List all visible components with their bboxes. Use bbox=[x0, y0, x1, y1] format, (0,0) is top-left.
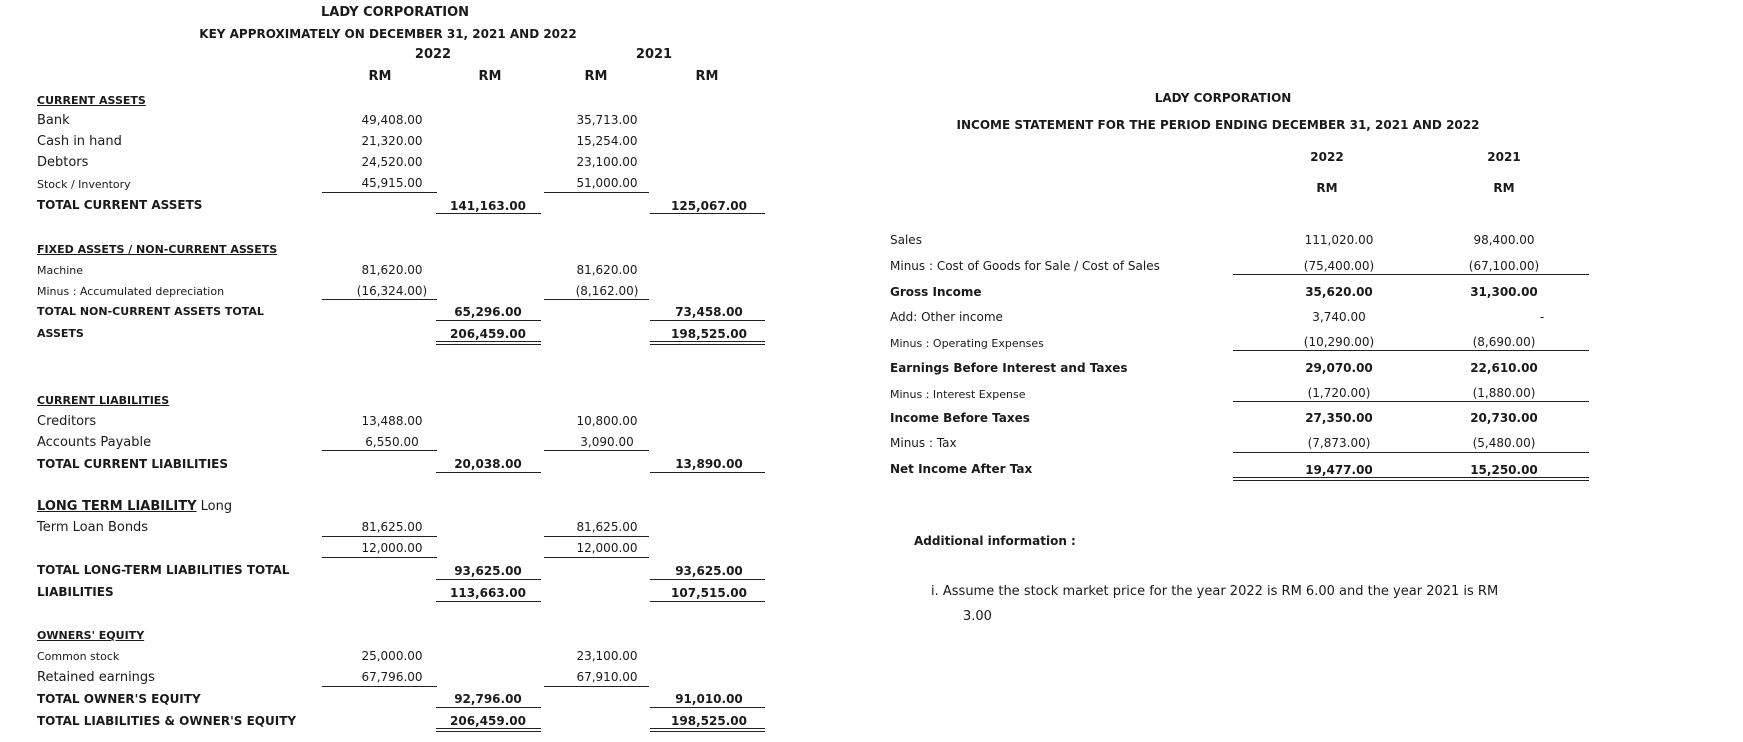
double-rule bbox=[1233, 477, 1589, 481]
row-label: Machine bbox=[37, 264, 84, 277]
is-row-2022: 27,350.00 bbox=[1305, 411, 1373, 425]
rule bbox=[436, 472, 541, 473]
bs-year-2021: 2021 bbox=[635, 47, 673, 62]
is-row-2022: (75,400.00) bbox=[1303, 259, 1375, 273]
rule bbox=[322, 192, 437, 193]
total-liabilities-2022: 113,663.00 bbox=[450, 586, 526, 600]
is-row-2021: (5,480.00) bbox=[1472, 436, 1536, 450]
row-value-2021: 67,910.00 bbox=[576, 670, 638, 684]
is-row-label: Sales bbox=[890, 233, 922, 247]
rule bbox=[544, 192, 649, 193]
rule bbox=[436, 579, 541, 580]
row-value-2022: (16,324.00) bbox=[356, 284, 428, 298]
rule bbox=[1233, 452, 1589, 453]
is-row-label: Add: Other income bbox=[890, 310, 1003, 324]
is-row-2021: 31,300.00 bbox=[1470, 285, 1538, 299]
is-row-label: Net Income After Tax bbox=[890, 462, 1033, 476]
is-year-2021: 2021 bbox=[1487, 150, 1521, 164]
rule bbox=[436, 707, 541, 708]
rule bbox=[436, 213, 541, 214]
row-value-2022: 67,796.00 bbox=[361, 670, 423, 684]
rule bbox=[650, 320, 765, 321]
total-non-current-label: TOTAL NON-CURRENT ASSETS TOTAL bbox=[37, 305, 264, 318]
long-term-heading-suffix: Long bbox=[196, 499, 233, 514]
row-value-2021: 81,625.00 bbox=[576, 520, 638, 534]
additional-info-heading: Additional information : bbox=[914, 534, 1076, 548]
rule bbox=[650, 707, 765, 708]
is-row-2021: 15,250.00 bbox=[1470, 463, 1538, 477]
long-term-heading-line bbox=[37, 500, 232, 513]
additional-info-line-1: i. Assume the stock market price for the year 2022 is RM 6.00 and the year 2021 is RM bbox=[931, 584, 1499, 599]
rule bbox=[1233, 401, 1589, 402]
row-value-2022: 6,550.00 bbox=[365, 435, 419, 449]
rule bbox=[436, 320, 541, 321]
total-owners-equity-2021: 91,010.00 bbox=[675, 692, 743, 706]
row-value-2021: 23,100.00 bbox=[576, 155, 638, 169]
rule bbox=[544, 536, 649, 537]
is-row-2021: 22,610.00 bbox=[1470, 361, 1538, 375]
is-year-2022: 2022 bbox=[1310, 150, 1344, 164]
total-liabilities-2021: 107,515.00 bbox=[671, 586, 747, 600]
row-label: Minus : Accumulated depreciation bbox=[37, 285, 225, 298]
is-row-label: Earnings Before Interest and Taxes bbox=[890, 361, 1128, 375]
row-value-2021: 81,620.00 bbox=[576, 263, 638, 277]
bs-currency-3: RM bbox=[584, 69, 608, 84]
grand-total-label: TOTAL LIABILITIES & OWNER'S EQUITY bbox=[37, 714, 297, 728]
rule bbox=[322, 557, 437, 558]
is-row-2021: 98,400.00 bbox=[1473, 233, 1535, 247]
row-value-2021: 23,100.00 bbox=[576, 649, 638, 663]
bs-currency-1: RM bbox=[368, 69, 392, 84]
row-value-2021: (8,162.00) bbox=[575, 284, 639, 298]
total-assets-2021: 198,525.00 bbox=[671, 327, 747, 341]
long-term-heading: LONG TERM LIABILITY bbox=[37, 499, 197, 514]
rule bbox=[322, 299, 437, 300]
assets-label: ASSETS bbox=[37, 327, 84, 340]
row-label: Common stock bbox=[37, 650, 120, 663]
total-current-liabilities-label: TOTAL CURRENT LIABILITIES bbox=[37, 457, 228, 471]
row-value-2021: 12,000.00 bbox=[576, 541, 638, 555]
rule bbox=[322, 536, 437, 537]
rule bbox=[650, 601, 765, 602]
rule bbox=[544, 450, 649, 451]
is-row-2022: 29,070.00 bbox=[1305, 361, 1373, 375]
owners-equity-heading: OWNERS' EQUITY bbox=[37, 629, 145, 642]
is-row-2021: (67,100.00) bbox=[1468, 259, 1540, 273]
is-title: INCOME STATEMENT FOR THE PERIOD ENDING DECEMBER 31, 2021 AND 2022 bbox=[956, 118, 1480, 132]
rule bbox=[544, 686, 649, 687]
row-label: Stock / Inventory bbox=[37, 178, 131, 191]
row-value-2022: 21,320.00 bbox=[361, 134, 423, 148]
total-current-assets-2022: 141,163.00 bbox=[450, 199, 526, 213]
total-assets-2022: 206,459.00 bbox=[450, 327, 526, 341]
total-current-assets-2021: 125,067.00 bbox=[671, 199, 747, 213]
total-owners-equity-label: TOTAL OWNER'S EQUITY bbox=[37, 692, 201, 706]
additional-info-line-2: 3.00 bbox=[963, 609, 992, 624]
total-non-current-2021: 73,458.00 bbox=[675, 305, 743, 319]
rule bbox=[436, 601, 541, 602]
row-value-2022: 12,000.00 bbox=[361, 541, 423, 555]
total-long-term-label: TOTAL LONG-TERM LIABILITIES TOTAL bbox=[37, 563, 290, 577]
row-value-2022: 13,488.00 bbox=[361, 414, 423, 428]
row-label: Retained earnings bbox=[37, 670, 155, 685]
grand-total-2021: 198,525.00 bbox=[671, 714, 747, 728]
is-row-2022: 111,020.00 bbox=[1304, 233, 1374, 247]
row-value-2021: 15,254.00 bbox=[576, 134, 638, 148]
rule bbox=[1233, 350, 1589, 351]
is-row-2021: - bbox=[1539, 310, 1545, 324]
grand-total-2022: 206,459.00 bbox=[450, 714, 526, 728]
is-row-label: Minus : Cost of Goods for Sale / Cost of Sales bbox=[890, 259, 1160, 273]
total-current-liabilities-2021: 13,890.00 bbox=[675, 457, 743, 471]
double-rule bbox=[650, 728, 765, 732]
bs-subtitle: KEY APPROXIMATELY ON DECEMBER 31, 2021 AND 2022 bbox=[199, 27, 577, 41]
row-label: Debtors bbox=[37, 155, 89, 170]
current-liabilities-heading: CURRENT LIABILITIES bbox=[37, 394, 170, 407]
row-value-2022: 45,915.00 bbox=[361, 176, 423, 190]
row-value-2021: 51,000.00 bbox=[576, 176, 638, 190]
bs-currency-2: RM bbox=[478, 69, 502, 84]
is-row-2022: (10,290.00) bbox=[1303, 335, 1375, 349]
row-value-2021: 35,713.00 bbox=[576, 113, 638, 127]
is-row-label: Minus : Tax bbox=[890, 436, 957, 450]
row-label: Cash in hand bbox=[37, 134, 122, 149]
total-long-term-2022: 93,625.00 bbox=[454, 564, 522, 578]
double-rule bbox=[650, 341, 765, 345]
is-row-label: Gross Income bbox=[890, 285, 982, 299]
is-row-2021: (8,690.00) bbox=[1472, 335, 1536, 349]
is-row-2022: 19,477.00 bbox=[1305, 463, 1373, 477]
is-row-2021: 20,730.00 bbox=[1470, 411, 1538, 425]
rule bbox=[322, 450, 437, 451]
row-value-2022: 81,625.00 bbox=[361, 520, 423, 534]
total-owners-equity-2022: 92,796.00 bbox=[454, 692, 522, 706]
total-current-assets-label: TOTAL CURRENT ASSETS bbox=[37, 198, 203, 212]
fixed-assets-heading: FIXED ASSETS / NON-CURRENT ASSETS bbox=[37, 243, 278, 256]
row-value-2022: 81,620.00 bbox=[361, 263, 423, 277]
row-label: Accounts Payable bbox=[37, 435, 152, 450]
is-row-label: Minus : Operating Expenses bbox=[890, 337, 1044, 350]
total-non-current-2022: 65,296.00 bbox=[454, 305, 522, 319]
is-company: LADY CORPORATION bbox=[1154, 91, 1292, 105]
row-value-2022: 49,408.00 bbox=[361, 113, 423, 127]
row-label: Term Loan Bonds bbox=[37, 520, 149, 535]
is-row-2022: (7,873.00) bbox=[1307, 436, 1371, 450]
liabilities-label: LIABILITIES bbox=[37, 585, 114, 599]
is-row-label: Minus : Interest Expense bbox=[890, 388, 1026, 401]
rule bbox=[544, 557, 649, 558]
rule bbox=[544, 299, 649, 300]
row-value-2021: 3,090.00 bbox=[580, 435, 634, 449]
rule bbox=[650, 472, 765, 473]
is-row-2021: (1,880.00) bbox=[1472, 386, 1536, 400]
is-row-label: Income Before Taxes bbox=[890, 411, 1030, 425]
rule bbox=[650, 579, 765, 580]
is-row-2022: (1,720.00) bbox=[1307, 386, 1371, 400]
row-value-2022: 24,520.00 bbox=[361, 155, 423, 169]
total-long-term-2021: 93,625.00 bbox=[675, 564, 743, 578]
is-currency-2021: RM bbox=[1493, 181, 1515, 195]
current-assets-heading: CURRENT ASSETS bbox=[37, 94, 146, 107]
bs-year-2022: 2022 bbox=[414, 47, 452, 62]
bs-currency-4: RM bbox=[695, 69, 719, 84]
is-row-2022: 35,620.00 bbox=[1305, 285, 1373, 299]
double-rule bbox=[436, 728, 541, 732]
is-currency-2022: RM bbox=[1316, 181, 1338, 195]
rule bbox=[1233, 274, 1589, 275]
is-row-2022: 3,740.00 bbox=[1312, 310, 1366, 324]
row-value-2022: 25,000.00 bbox=[361, 649, 423, 663]
bs-company: LADY CORPORATION bbox=[320, 5, 470, 20]
rule bbox=[650, 213, 765, 214]
row-label: Creditors bbox=[37, 414, 97, 429]
rule bbox=[322, 686, 437, 687]
row-label: Bank bbox=[37, 113, 70, 128]
total-current-liabilities-2022: 20,038.00 bbox=[454, 457, 522, 471]
double-rule bbox=[436, 341, 541, 345]
row-value-2021: 10,800.00 bbox=[576, 414, 638, 428]
